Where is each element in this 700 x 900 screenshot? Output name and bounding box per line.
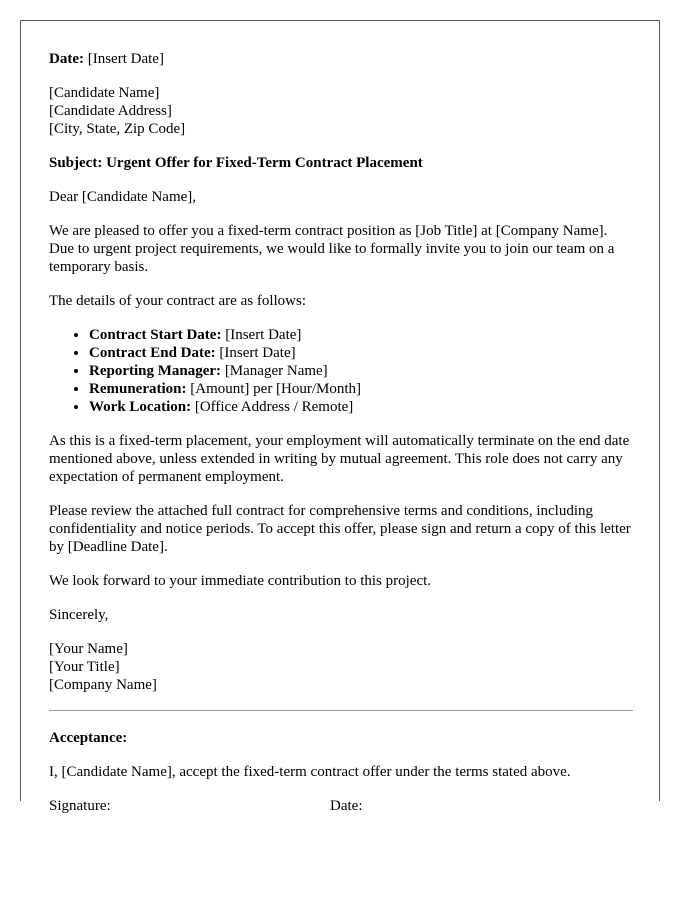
recipient-name: [Candidate Name] xyxy=(49,85,160,101)
detail-work-location xyxy=(89,398,633,416)
acceptance-heading: Acceptance: xyxy=(49,730,128,746)
intro-paragraph: We are pleased to offer you a fixed-term contract position as [Job Title] at [Company Name]. Due to urgent project requirements, we would like to formally invite you to join our team on a temporary basis. xyxy=(49,223,615,275)
signoff: Sincerely, xyxy=(49,607,109,623)
detail-value: [Amount] per [Hour/Month] xyxy=(186,381,362,397)
review-paragraph: Please review the attached full contract for comprehensive terms and conditions, including confidentiality and notice periods. To accept this offer, please sign and return a copy of this letter by [Deadline Date]. xyxy=(49,503,631,555)
date-value: [Insert Date] xyxy=(83,51,164,67)
letter-page xyxy=(20,20,660,814)
signature-line xyxy=(49,797,633,815)
sender-name: [Your Name] xyxy=(49,641,128,657)
contract-details-list xyxy=(49,326,633,416)
details-intro: The details of your contract are as follows: xyxy=(49,293,306,309)
detail-remuneration xyxy=(89,380,633,398)
detail-value: [Insert Date] xyxy=(215,345,296,361)
date-label: Date: xyxy=(49,51,84,67)
sender-company: [Company Name] xyxy=(49,677,157,693)
detail-start-date xyxy=(89,326,633,344)
closing-paragraph: We look forward to your immediate contribution to this project. xyxy=(49,573,432,589)
recipient-address xyxy=(49,84,633,138)
sender-block xyxy=(49,640,633,694)
detail-label: Contract End Date: xyxy=(89,345,216,361)
detail-value: [Manager Name] xyxy=(221,363,328,379)
acceptance-date-label: Date: xyxy=(330,798,363,814)
letter-content xyxy=(49,50,633,815)
date-line xyxy=(49,50,633,68)
recipient-city: [City, State, Zip Code] xyxy=(49,121,186,137)
detail-value: [Insert Date] xyxy=(221,327,302,343)
detail-label: Reporting Manager: xyxy=(89,363,222,379)
salutation: Dear [Candidate Name], xyxy=(49,189,197,205)
subject-line: Subject: Urgent Offer for Fixed-Term Contract Placement xyxy=(49,155,423,171)
sender-title: [Your Title] xyxy=(49,659,120,675)
acceptance-statement: I, [Candidate Name], accept the fixed-term contract offer under the terms stated above. xyxy=(49,764,571,780)
termination-paragraph: As this is a fixed-term placement, your employment will automatically terminate on the end date mentioned above, unless extended in writing by mutual agreement. This role does not carry any expectation of permanent employment. xyxy=(49,433,630,485)
recipient-street: [Candidate Address] xyxy=(49,103,172,119)
detail-end-date xyxy=(89,344,633,362)
detail-value: [Office Address / Remote] xyxy=(191,399,354,415)
acceptance-divider xyxy=(49,710,633,711)
detail-reporting-manager xyxy=(89,362,633,380)
signature-label: Signature: xyxy=(49,798,111,814)
detail-label: Remuneration: xyxy=(89,381,187,397)
detail-label: Contract Start Date: xyxy=(89,327,222,343)
detail-label: Work Location: xyxy=(89,399,192,415)
